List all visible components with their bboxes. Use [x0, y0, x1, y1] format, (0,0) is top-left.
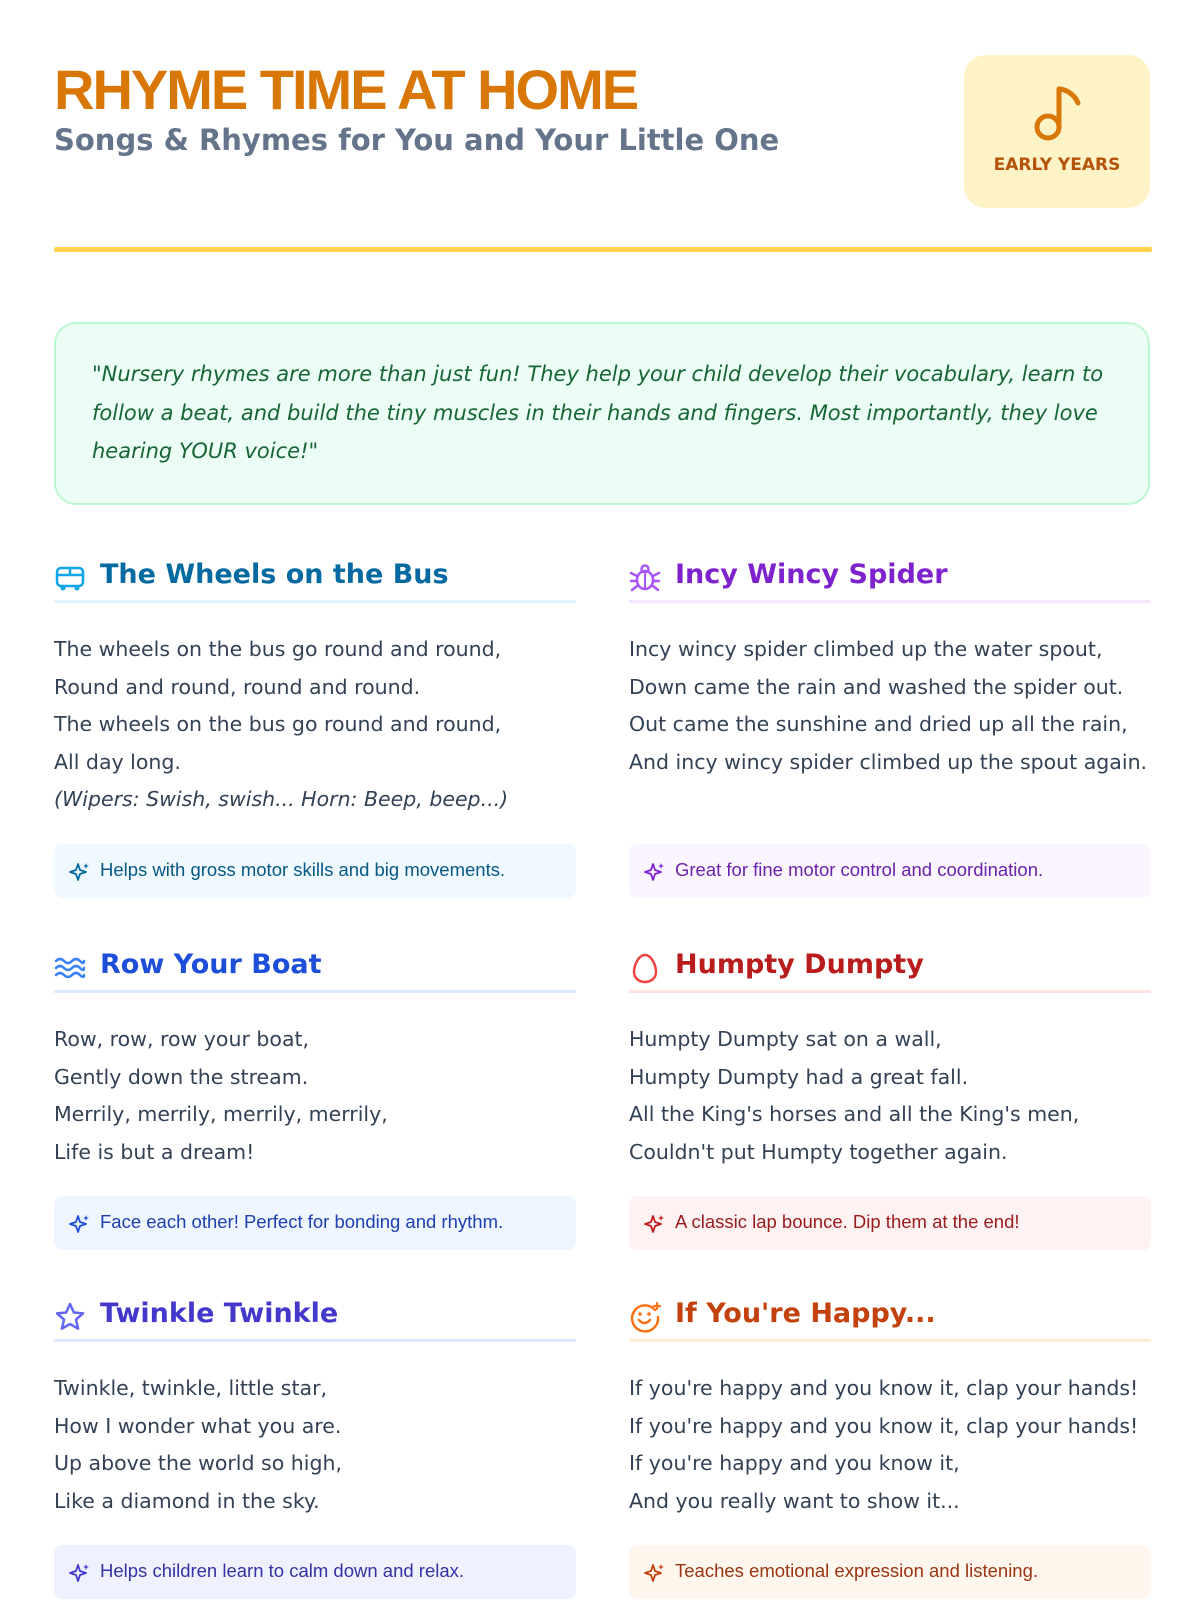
intro-quote: "Nursery rhymes are more than just fun! They help your child develop their vocabulary, learn to follow a beat, and build the tiny muscles in their hands and fingers. Most importantly, they love hearing YOUR voice!": [92, 362, 1104, 463]
rhyme-title: If You're Happy...: [675, 1298, 936, 1329]
rhyme-card-header: [629, 554, 1151, 603]
smiley-icon: [629, 1301, 661, 1333]
tip-text: Helps with gross motor skills and big movements.: [100, 859, 506, 880]
tip-text: Teaches emotional expression and listening.: [675, 1560, 1039, 1581]
rhyme-tip: [54, 1196, 576, 1250]
lyric-line: Row, row, row your boat,: [54, 1027, 310, 1051]
header-divider: [54, 247, 1152, 252]
sparkles-icon: [643, 861, 665, 883]
rhyme-card-wheels-on-the-bus: [54, 554, 576, 880]
lyric-line: Couldn't put Humpty together again.: [629, 1139, 1008, 1164]
rhyme-card-header: [54, 1293, 576, 1342]
lyric-line: The wheels on the bus go round and round,: [54, 712, 502, 736]
intro-quote-box: [54, 322, 1150, 505]
rhyme-card-header: [629, 1293, 1151, 1342]
lyrics-list: [54, 631, 576, 819]
lyrics-list: [629, 1370, 1151, 1520]
sparkles-icon: [68, 1562, 90, 1584]
rhyme-card-incy-wincy-spider: [629, 554, 1151, 880]
lyric-line: Gently down the stream.: [54, 1064, 309, 1089]
lyric-line: Round and round, round and round.: [54, 674, 421, 699]
bug-icon: [629, 562, 661, 594]
rhyme-card-header: [629, 944, 1151, 993]
lyric-line: And you really want to show it...: [629, 1488, 960, 1513]
rhyme-tip: [629, 844, 1151, 898]
rhyme-title: Humpty Dumpty: [675, 949, 924, 980]
early-years-badge: [964, 55, 1150, 208]
sparkles-icon: [643, 1213, 665, 1235]
lyric-line: All the King's horses and all the King's men,: [629, 1102, 1080, 1126]
rhyme-card-header: [54, 554, 576, 603]
lyric-line: Incy wincy spider climbed up the water spout,: [629, 637, 1103, 661]
lyric-aside: (Wipers: Swish, swish... Horn: Beep, beep...): [54, 787, 509, 811]
lyric-line: And incy wincy spider climbed up the spout again.: [629, 749, 1148, 774]
lyric-line: Humpty Dumpty had a great fall.: [629, 1064, 969, 1089]
lyric-line: All day long.: [54, 749, 181, 774]
lyric-line: Life is but a dream!: [54, 1139, 255, 1164]
rhyme-card-if-youre-happy: [629, 1293, 1151, 1581]
sparkles-icon: [68, 861, 90, 883]
page-title: RHYME TIME AT HOME: [54, 58, 638, 121]
lyric-line: If you're happy and you know it, clap your hands!: [629, 1376, 1139, 1400]
waves-icon: [54, 952, 86, 984]
rhyme-tip: [629, 1196, 1151, 1250]
badge-label: EARLY YEARS: [993, 155, 1121, 175]
lyrics-list: [629, 1021, 1151, 1171]
lyric-line: If you're happy and you know it, clap your hands!: [629, 1413, 1139, 1438]
lyric-line: Twinkle, twinkle, little star,: [54, 1376, 328, 1400]
tip-text: A classic lap bounce. Dip them at the end!: [675, 1211, 1020, 1232]
header: [54, 55, 1150, 205]
lyric-line: The wheels on the bus go round and round,: [54, 637, 502, 661]
rhyme-tip: [54, 844, 576, 898]
rhyme-tip: [629, 1545, 1151, 1599]
lyric-line: Merrily, merrily, merrily, merrily,: [54, 1102, 388, 1126]
lyric-line: Out came the sunshine and dried up all the rain,: [629, 712, 1128, 736]
lyrics-list: [629, 631, 1151, 781]
rhyme-card-header: [54, 944, 576, 993]
sparkles-icon: [68, 1213, 90, 1235]
tip-text: Great for fine motor control and coordination.: [675, 859, 1044, 880]
rhyme-tip: [54, 1545, 576, 1599]
rhyme-title: Incy Wincy Spider: [675, 559, 948, 590]
lyrics-list: [54, 1021, 576, 1171]
tip-text: Helps children learn to calm down and relax.: [100, 1560, 465, 1581]
rhyme-title: Twinkle Twinkle: [100, 1298, 339, 1329]
music-note-icon: [1028, 81, 1086, 145]
lyrics-list: [54, 1370, 576, 1520]
rhyme-card-row-your-boat: [54, 944, 576, 1232]
sparkles-icon: [643, 1562, 665, 1584]
rhyme-title: The Wheels on the Bus: [100, 559, 449, 590]
tip-text: Face each other! Perfect for bonding and rhythm.: [100, 1211, 504, 1232]
rhyme-title: Row Your Boat: [100, 949, 322, 980]
bus-icon: [54, 562, 86, 594]
lyric-line: Like a diamond in the sky.: [54, 1488, 320, 1513]
rhyme-card-twinkle-twinkle: [54, 1293, 576, 1581]
lyric-line: Humpty Dumpty sat on a wall,: [629, 1027, 942, 1051]
lyric-line: How I wonder what you are.: [54, 1413, 342, 1438]
lyric-line: If you're happy and you know it,: [629, 1451, 960, 1475]
rhyme-card-humpty-dumpty: [629, 944, 1151, 1232]
page-subtitle: Songs & Rhymes for You and Your Little One: [54, 123, 780, 157]
egg-icon: [629, 952, 661, 984]
star-icon: [54, 1301, 86, 1333]
lyric-line: Down came the rain and washed the spider out.: [629, 674, 1124, 699]
lyric-line: Up above the world so high,: [54, 1451, 342, 1475]
